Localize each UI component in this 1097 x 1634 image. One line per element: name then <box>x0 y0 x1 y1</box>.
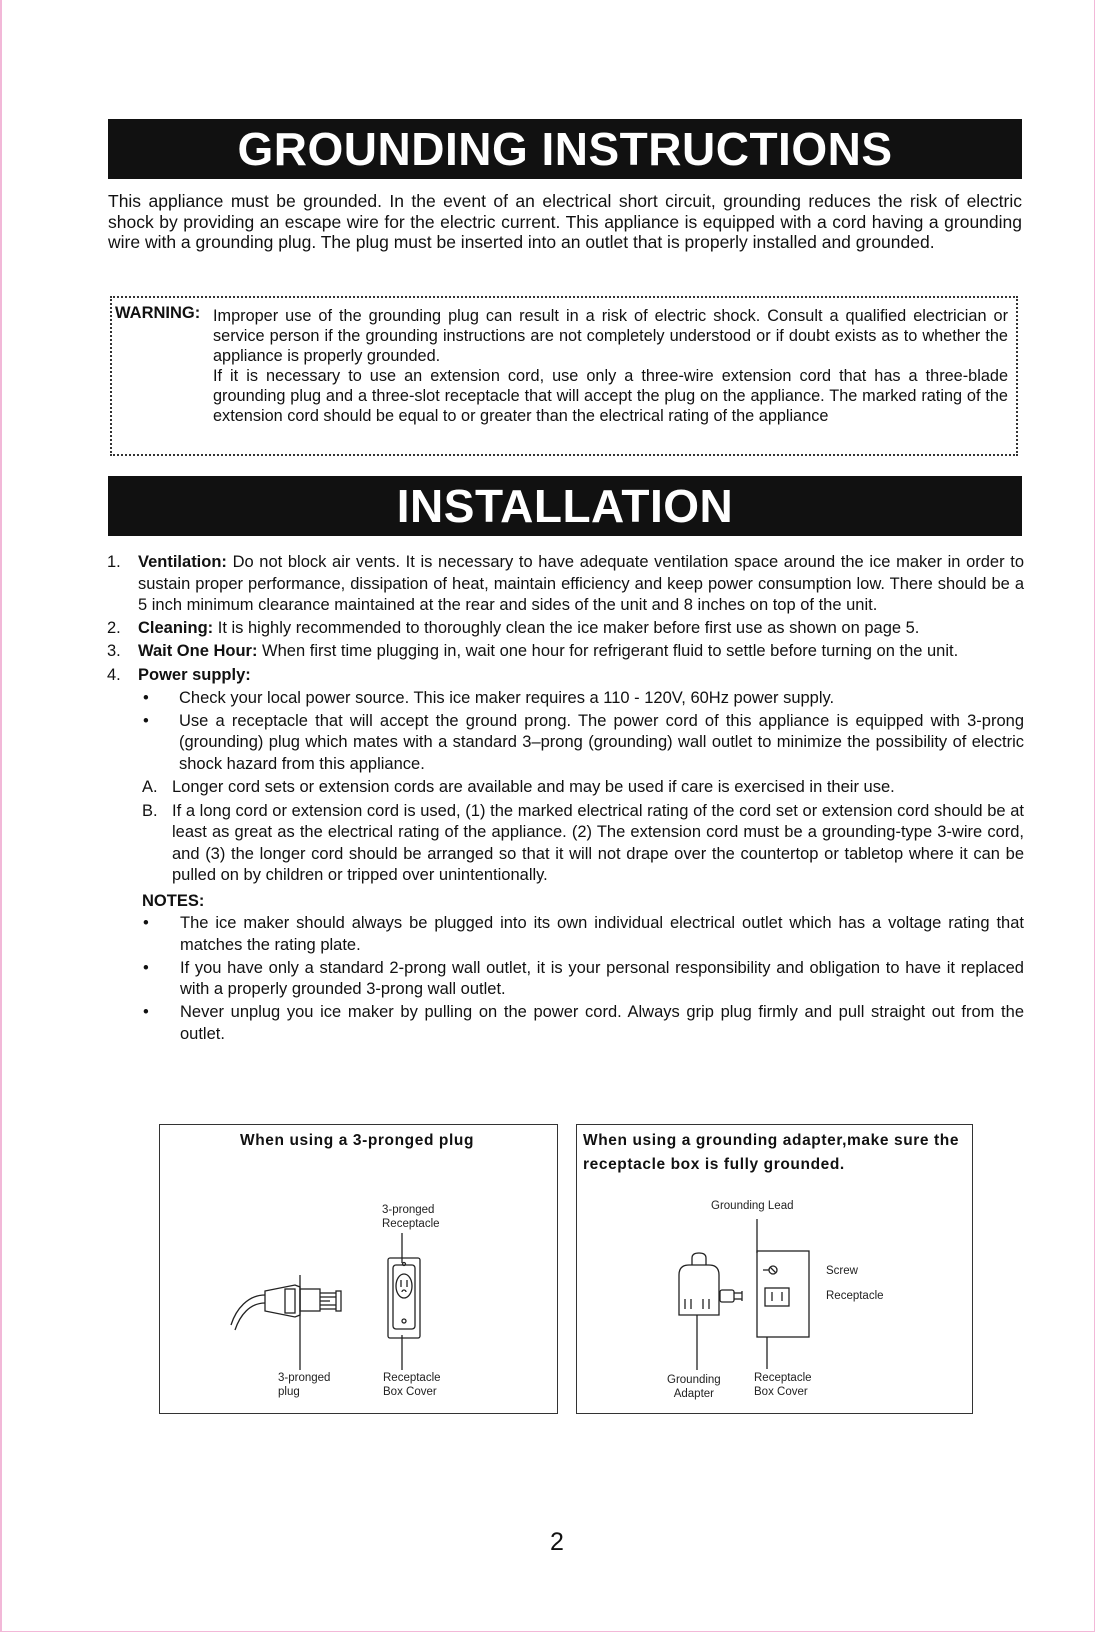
receptacle-label: Receptacle <box>826 1290 884 1302</box>
list-item-cleaning <box>102 618 1024 640</box>
grounding-intro: This appliance must be grounded. In the event of an electrical short circuit, grounding reduces the risk of electric shock by providing an escape wire for the electric current. This appliance is equipped with a cord having a grounding wire with a grounding plug. The plug must be inserted into an outlet that is properly installed and grounded. <box>108 191 1022 252</box>
item-number: 2. <box>107 619 121 637</box>
list-item-wait <box>102 641 1024 663</box>
bullet-icon: • <box>143 1003 149 1021</box>
item-label: Ventilation: <box>138 553 227 571</box>
item-text: When first time plugging in, wait one hour for refrigerant fluid to settle before turning on the unit. <box>257 642 959 660</box>
list-item-ventilation <box>102 552 1024 617</box>
item-number: 3. <box>107 642 121 660</box>
item-label: Cleaning: <box>138 619 214 637</box>
sub-mark: B. <box>142 801 158 820</box>
diagram-title: When using a 3-pronged plug <box>240 1132 475 1149</box>
warning-box <box>110 296 1018 456</box>
item-text: Do not block air vents. It is necessary to have adequate ventilation space around the ice maker in order to sustain proper performance, dissipation of heat, maintain efficiency and keep power consumption low. There should be a 5 inch minimum clearance maintained at the rear and sides of the unit and 8 inches on top of the unit. <box>138 553 1024 614</box>
plug-illustration <box>160 1125 556 1412</box>
bullet-icon: • <box>143 914 149 932</box>
item-number: 1. <box>107 553 121 571</box>
warning-paragraph-1: Improper use of the grounding plug can result in a risk of electric shock. Consult a qualified electrician or service person if the grounding instructions are not completely understood or if doubt exists as to whether the appliance is properly grounded. <box>213 307 1008 365</box>
warning-label: WARNING: <box>115 304 201 322</box>
diagram-title: When using a grounding adapter,make sure the receptacle box is fully grounded. <box>583 1132 960 1173</box>
note-item: • Never unplug you ice maker by pulling on the power cord. Always grip plug firmly and pull straight out from the outlet. <box>143 1003 1024 1043</box>
warning-text <box>213 306 1008 426</box>
plug-label: 3-pronged plug <box>278 1372 331 1398</box>
note-item: • The ice maker should always be plugged into its own individual electrical outlet which has a voltage rating that matches the rating plate. <box>143 914 1024 954</box>
power-bullet: • Use a receptacle that will accept the ground prong. The power cord of this appliance is equipped with 3-prong (grounding) plug which mates with a standard 3–prong (grounding) wall outlet to minimize the possibility of electric shock hazard from this appliance. <box>143 711 1024 773</box>
three-prong-diagram <box>159 1124 558 1414</box>
power-bullet: • Check your local power source. This ice maker requires a 110 - 120V, 60Hz power supply. <box>102 688 1024 710</box>
adapter-label: Grounding Adapter <box>667 1374 721 1400</box>
installation-list <box>102 552 1024 1047</box>
installation-title: INSTALLATION <box>108 476 1022 536</box>
cover-label: Receptacle Box Cover <box>383 1372 441 1398</box>
item-label: Wait One Hour: <box>138 642 258 660</box>
sub-item-b: B. If a long cord or extension cord is used, (1) the marked electrical rating of the cord set or extension cord should be at least as great as the electrical rating of the appliance. (2) The extension cord must be a grounding-type 3-wire cord, and (3) the longer cord should be arranged so that it will not drape over the countertop or tabletop where it can be pulled on by children or tripped over unintentionally. <box>142 801 1024 884</box>
item-label: Power supply: <box>138 665 251 684</box>
bullet-icon: • <box>143 958 149 977</box>
item-number: 4. <box>107 665 121 684</box>
sub-item-a: A. Longer cord sets or extension cords are available and may be used if care is exercised in their use. <box>102 777 1024 799</box>
screw-label: Screw <box>826 1265 858 1277</box>
adapter-illustration <box>577 1125 971 1412</box>
sub-mark: A. <box>142 778 158 796</box>
cover-label: Receptacle Box Cover <box>754 1372 812 1398</box>
notes-heading: NOTES: <box>142 891 205 910</box>
warning-paragraph-2: If it is necessary to use an extension cord, use only a three-wire extension cord that has a three-blade grounding plug and a three-slot receptacle that will accept the plug on the appliance. The marked rating of the extension cord should be equal to or greater than the electrical rating of the appliance <box>213 367 1008 425</box>
grounding-lead-label: Grounding Lead <box>711 1200 794 1212</box>
bullet-icon: • <box>143 711 149 730</box>
receptacle-label: 3-pronged Receptacle <box>382 1204 440 1230</box>
list-item-power <box>102 665 1024 687</box>
grounding-title: GROUNDING INSTRUCTIONS <box>108 119 1022 179</box>
item-text: It is highly recommended to thoroughly clean the ice maker before first use as shown on page 5. <box>213 619 920 637</box>
page-number: 2 <box>550 1528 564 1556</box>
bullet-icon: • <box>143 688 149 707</box>
grounding-adapter-diagram <box>576 1124 973 1414</box>
note-item: • If you have only a standard 2-prong wall outlet, it is your personal responsibility and obligation to have it replaced with a properly grounded 3-prong wall outlet. <box>143 958 1024 998</box>
